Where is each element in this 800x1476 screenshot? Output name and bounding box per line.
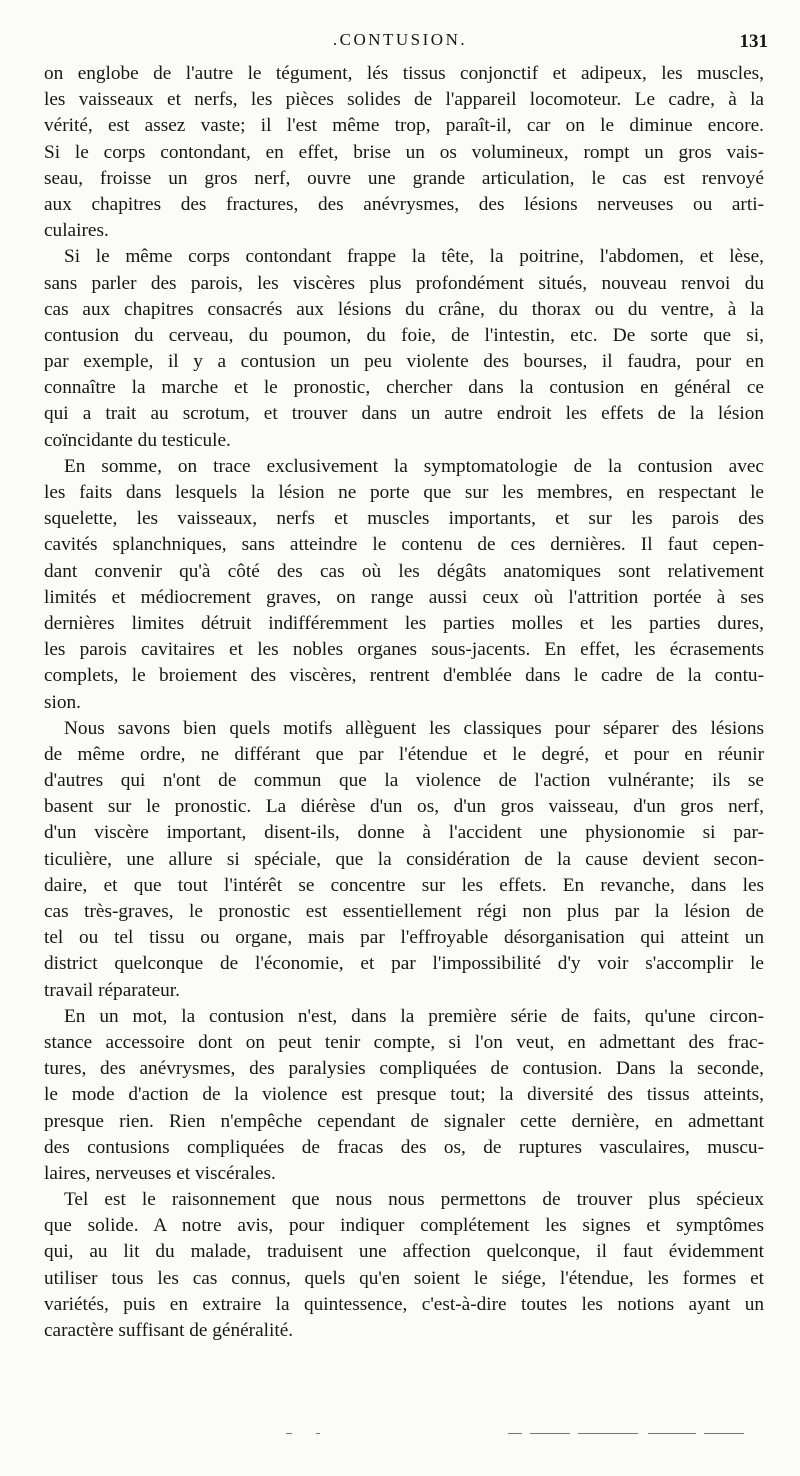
text-line: tures, des anévrysmes, des paralysies compliquées de contusion. Dans la seconde, <box>44 1058 764 1080</box>
text-line: connaître la marche et le pronostic, chercher dans la contusion en général ce <box>44 377 764 399</box>
page-title: .CONTUSION. <box>332 30 468 49</box>
text-line: daire, et que tout l'intérêt se concentre sur les effets. En revanche, dans les <box>44 874 764 896</box>
text-line: dant convenir qu'à côté des cas où les dégâts anatomiques sont relativement <box>44 560 764 582</box>
text-line: les vaisseaux et nerfs, les pièces solides de l'appareil locomoteur. Le cadre, à la <box>44 89 764 111</box>
text-line: aux chapitres des fractures, des anévrysmes, des lésions nerveuses ou arti- <box>44 193 764 215</box>
paragraph <box>44 244 764 454</box>
paragraph <box>44 1004 764 1187</box>
text-line: seau, froisse un gros nerf, ouvre une grande articulation, le cas est renvoyé <box>44 167 764 189</box>
text-line: qui, au lit du malade, traduisent une affection quelconque, il faut évidemment <box>44 1241 764 1263</box>
text-line: vérité, est assez vaste; il l'est même trop, paraît-il, car on le diminue encore. <box>44 115 764 137</box>
text-line: tel ou tel tissu ou organe, mais par l'effroyable désorganisation qui atteint un <box>44 927 764 949</box>
text-line: cavités splanchniques, sans atteindre le contenu de ces dernières. Il faut cepen- <box>44 534 764 556</box>
text-line: utiliser tous les cas connus, quels qu'en soient le siége, l'étendue, les formes et <box>44 1267 764 1289</box>
text-line: que solide. A notre avis, pour indiquer complétement les signes et symptômes <box>44 1215 764 1237</box>
text-line: qui a trait au scrotum, et trouver dans un autre endroit les effets de la lésion <box>44 403 764 425</box>
text-line: district quelconque de l'économie, et par l'impossibilité d'y voir s'accomplir le <box>44 953 764 975</box>
paragraph <box>44 716 764 1004</box>
page-number: 131 <box>739 31 768 52</box>
text-line: basent sur le pronostic. La diérèse d'un os, d'un gros vaisseau, d'un gros nerf, <box>44 796 764 818</box>
paragraph <box>44 1187 764 1344</box>
text-line: travail réparateur. <box>44 979 180 1001</box>
text-line: de même ordre, ne différant que par l'étendue et le degré, et pour en réunir <box>44 743 764 765</box>
text-line: En un mot, la contusion n'est, dans la première série de faits, qu'une circon- <box>64 1005 764 1027</box>
footer-scan-marks <box>0 1428 800 1440</box>
text-line: cas très-graves, le pronostic est essentiellement régi non plus par la lésion de <box>44 901 764 922</box>
running-head <box>0 30 800 54</box>
text-line: d'un viscère important, disent-ils, donne à l'accident une physionomie si par- <box>44 822 764 844</box>
text-line: squelette, les vaisseaux, nerfs et muscles importants, et sur les parois des <box>44 508 764 530</box>
text-line: stance accessoire dont on peut tenir compte, si l'on veut, en admettant des frac- <box>44 1031 764 1053</box>
text-line: coïncidante du testicule. <box>44 429 231 451</box>
paragraph <box>44 61 764 244</box>
text-line: les parois cavitaires et les nobles organes sous-jacents. En effet, les écrasements <box>44 639 764 661</box>
text-line: caractère suffisant de généralité. <box>44 1320 294 1341</box>
text-line: sion. <box>44 691 81 713</box>
text-line: limités et médiocrement graves, on range aussi ceux où l'attrition portée à ses <box>44 586 764 608</box>
text-line: des contusions compliquées de fracas des os, de ruptures vasculaires, muscu- <box>44 1136 764 1158</box>
text-line: on englobe de l'autre le tégument, lés tissus conjonctif et adipeux, les muscles, <box>44 63 764 84</box>
text-line: complets, le broiement des viscères, rentrent d'emblée dans le cadre de la contu- <box>44 665 764 687</box>
text-line: les faits dans lesquels la lésion ne porte que sur les membres, en respectant le <box>44 482 764 503</box>
body-text <box>44 61 764 1344</box>
text-line: variétés, puis en extraire la quintessence, c'est-à-dire toutes les notions ayant un <box>44 1293 764 1315</box>
text-line: presque rien. Rien n'empêche cependant de signaler cette dernière, en admettant <box>44 1110 764 1132</box>
text-line: Tel est le raisonnement que nous nous permettons de trouver plus spécieux <box>64 1189 764 1211</box>
text-line: Nous savons bien quels motifs allèguent les classiques pour séparer des lésions <box>64 717 764 739</box>
text-line: cas aux chapitres consacrés aux lésions du crâne, du thorax ou du ventre, à la <box>44 298 764 320</box>
text-line: En somme, on trace exclusivement la symptomatologie de la contusion avec <box>64 455 764 477</box>
paragraph <box>44 454 764 716</box>
text-line: sans parler des parois, les viscères plus profondément situés, nouveau renvoi du <box>44 272 764 294</box>
text-line: dernières limites détruit indifféremment les parties molles et les parties dures, <box>44 612 764 634</box>
text-line: contusion du cerveau, du poumon, du foie, de l'intestin, etc. De sorte que si, <box>44 324 764 346</box>
text-line: Si le corps contondant, en effet, brise un os volumineux, rompt un gros vais- <box>44 141 764 163</box>
text-line: ticulière, une allure si spéciale, que la considération de la cause devient secon- <box>44 848 764 870</box>
text-line: d'autres qui n'ont de commun que la violence de l'action vulnérante; ils se <box>44 770 764 792</box>
text-line: par exemple, il y a contusion un peu violente des bourses, il faudra, pour en <box>44 351 764 373</box>
text-line: laires, nerveuses et viscérales. <box>44 1162 276 1184</box>
text-line: Si le même corps contondant frappe la tête, la poitrine, l'abdomen, et lèse, <box>64 246 764 268</box>
text-line: le mode d'action de la violence est presque tout; la diversité des tissus atteints, <box>44 1084 764 1106</box>
text-line: culaires. <box>44 220 109 242</box>
